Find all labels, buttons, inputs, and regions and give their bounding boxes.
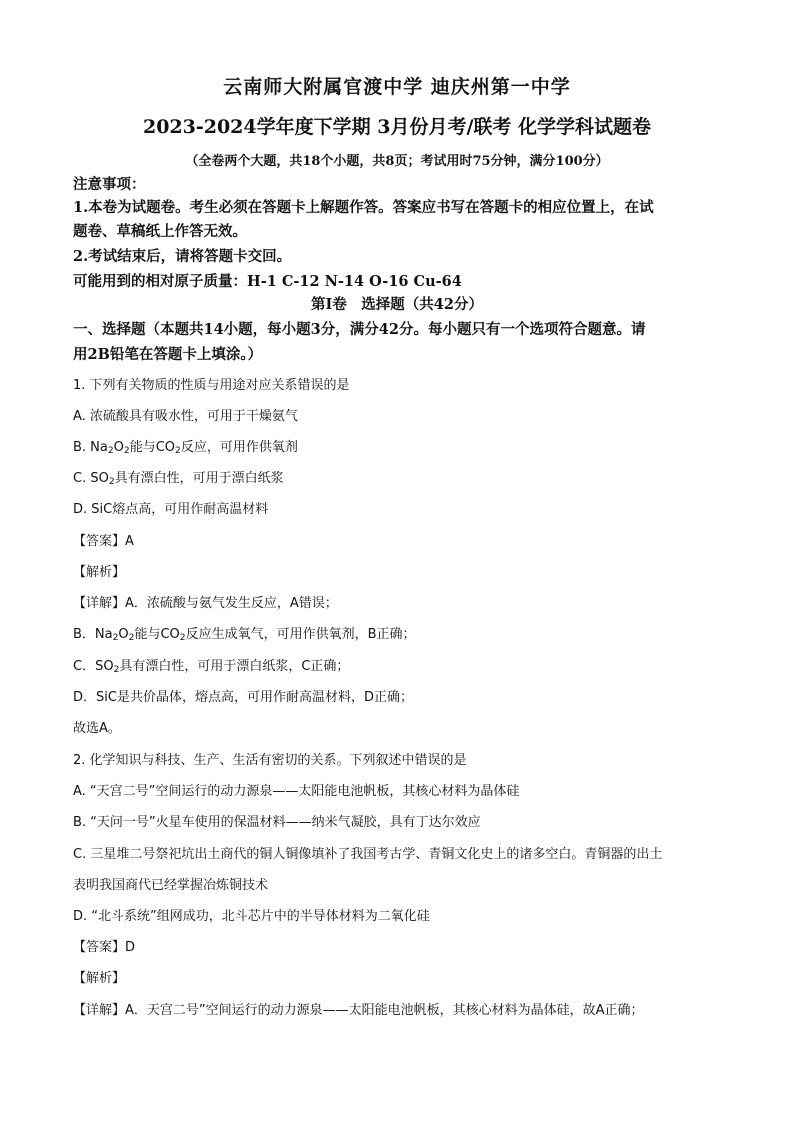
school-title: 云南师大附属官渡中学 迪庆州第一中学 (223, 76, 571, 98)
q1-stem: 1. 下列有关物质的性质与用途对应关系错误的是 (73, 378, 350, 393)
q1-option-b: B. $Na_2O_2$能与$CO_2$反应，可用作供氧剂 (73, 440, 298, 456)
section-instructions-cont: 用2B铅笔在答题卡上填涂。） (73, 346, 263, 363)
q1-detail-d: D．SiC是共价晶体，熔点高，可用作耐高温材料，D正确； (73, 690, 413, 705)
notice-heading: 注意事项： (73, 176, 146, 193)
q2-option-d: D. “北斗系统”组网成功，北斗芯片中的半导体材料为二氧化硅 (73, 909, 430, 924)
q2-option-c-cont: 表明我国商代已经掌握冶炼铜技术 (73, 878, 269, 893)
section-title: 第Ⅰ卷 选择题（共42分） (311, 296, 483, 313)
q2-detail-a: 【详解】A．天宫二号”空间运行的动力源泉——太阳能电池帆板，其核心材料为晶体硅，故A正确； (73, 1003, 644, 1018)
notice-item-1: 1.本卷为试题卷。考生必须在答题卡上解题作答。答案应书写在答题卡的相应位置上，在试 (73, 199, 654, 216)
q2-option-c: C. 三星堆二号祭祀坑出土商代的铜人铜像填补了我国考古学、青铜文化史上的诸多空白。青铜器的出土 (73, 847, 663, 862)
q2-option-a: A. “天宫二号”空间运行的动力源泉——太阳能电池帆板，其核心材料为晶体硅 (73, 784, 520, 799)
q2-analysis-label: 【解析】 (73, 971, 126, 986)
section-instructions: 一、选择题（本题共14小题，每小题3分，满分42分。每小题只有一个选项符合题意。请 (73, 321, 646, 338)
q1-answer: 【答案】A (73, 534, 134, 549)
q1-conclusion: 故选A。 (73, 721, 121, 736)
q1-analysis-label: 【解析】 (73, 565, 126, 580)
q1-option-c: C. $SO_2$具有漂白性，可用于漂白纸浆 (73, 471, 284, 487)
q1-detail-c: C．$SO_2$具有漂白性，可用于漂白纸浆，C正确； (73, 659, 350, 675)
q1-detail-a: 【详解】A．浓硫酸与氨气发生反应，A错误； (73, 596, 338, 611)
q1-detail-b: B．$Na_2O_2$能与$CO_2$反应生成氧气，可用作供氧剂，B正确； (73, 627, 416, 643)
exam-title: 2023-2024学年度下学期 3月份月考/联考 化学学科试题卷 (142, 116, 652, 138)
q1-option-d: D. SiC熔点高，可用作耐高温材料 (73, 502, 269, 517)
q1-option-a: A. 浓硫酸具有吸水性，可用于干燥氨气 (73, 409, 298, 424)
q2-answer: 【答案】D (73, 940, 136, 955)
atomic-mass-line: 可能用到的相对原子质量：H-1 C-12 N-14 O-16 Cu-64 (73, 273, 462, 290)
notice-item-2: 2.考试结束后，请将答题卡交回。 (73, 248, 292, 265)
q2-stem: 2. 化学知识与科技、生产、生活有密切的关系。下列叙述中错误的是 (73, 753, 467, 768)
exam-info: （全卷两个大题，共18个小题，共8页；考试用时75分钟，满分100分） (185, 154, 609, 169)
q2-option-b: B. “天问一号”火星车使用的保温材料——纳米气凝胶，具有丁达尔效应 (73, 815, 481, 830)
notice-item-1-cont: 题卷、草稿纸上作答无效。 (73, 223, 247, 240)
